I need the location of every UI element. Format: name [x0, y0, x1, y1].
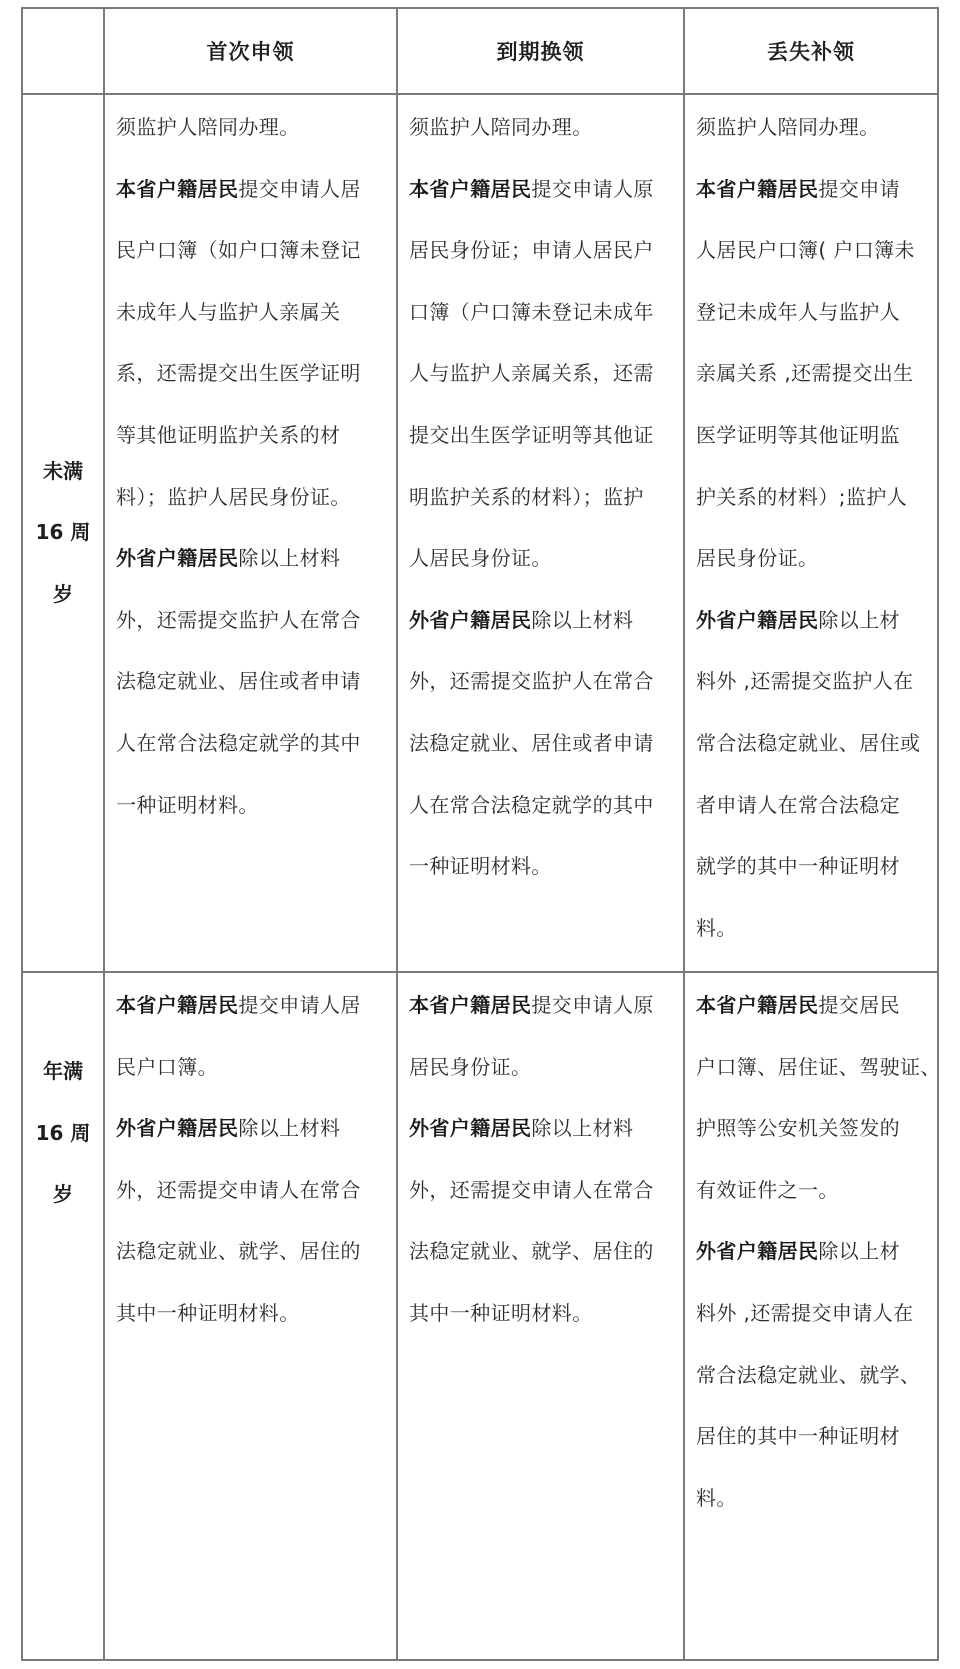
text-line	[696, 775, 937, 837]
residency-category-label: 本省户籍居民	[409, 993, 532, 1017]
text-line	[409, 1283, 683, 1345]
requirement-text: 法稳定就业、就学、居住的	[116, 1239, 361, 1264]
cell-over16-first-application	[105, 973, 396, 1345]
text-line	[116, 97, 396, 159]
text-line	[409, 713, 683, 775]
requirement-text: 系，还需提交出生医学证明	[116, 361, 361, 386]
row-label-line: 岁	[53, 581, 73, 606]
requirement-text: 常合法稳定就业、就学、	[696, 1362, 921, 1387]
cell-over16-loss-replacement	[685, 973, 941, 1529]
text-line	[116, 775, 396, 837]
residency-category-label: 本省户籍居民	[696, 993, 819, 1017]
text-line	[696, 1345, 937, 1407]
requirement-text: 除以上材	[818, 1239, 901, 1264]
text-line	[116, 975, 396, 1037]
text-line	[409, 836, 683, 898]
requirement-text: 人在常合法稳定就学的其中	[116, 730, 361, 755]
requirement-text: 一种证明材料。	[116, 792, 259, 817]
requirement-text: 护照等公安机关签发的	[696, 1116, 900, 1141]
text-line	[696, 1283, 937, 1345]
text-line	[409, 1160, 683, 1222]
text-line	[696, 975, 937, 1037]
requirement-text: 外，还需提交申请人在常合	[116, 1177, 361, 1202]
requirement-text: 法稳定就业、就学、居住的	[409, 1239, 654, 1264]
text-line	[409, 1098, 683, 1160]
requirement-text: 人在常合法稳定就学的其中	[409, 792, 654, 817]
text-line	[409, 975, 683, 1037]
requirement-text: 料。	[696, 1485, 737, 1510]
text-line	[409, 528, 683, 590]
requirement-text: 法稳定就业、居住或者申请	[116, 669, 361, 694]
text-line	[409, 282, 683, 344]
text-line	[409, 220, 683, 282]
requirement-text: 外，还需提交申请人在常合	[409, 1177, 654, 1202]
text-line	[696, 405, 937, 467]
requirement-text: 提交出生医学证明等其他证	[409, 422, 654, 447]
text-line	[696, 1160, 937, 1222]
text-line	[696, 282, 937, 344]
text-line	[409, 467, 683, 529]
requirement-text: 料。	[696, 915, 737, 940]
requirements-table	[21, 7, 939, 1661]
text-line	[409, 97, 683, 159]
requirement-text: 民户口簿。	[116, 1054, 218, 1079]
requirement-text: 护关系的材料）;监护人	[696, 484, 908, 509]
text-line	[116, 405, 396, 467]
residency-category-label: 外省户籍居民	[696, 607, 819, 632]
text-line	[696, 528, 937, 590]
text-line	[696, 651, 937, 713]
text-line	[116, 1221, 396, 1283]
requirement-text: 提交居民	[818, 993, 901, 1017]
text-line	[116, 220, 396, 282]
requirement-text: 亲属关系 ,还需提交出生	[696, 361, 914, 386]
text-line	[696, 1037, 941, 1099]
text-line	[409, 651, 683, 713]
residency-category-label: 本省户籍居民	[116, 993, 239, 1017]
residency-category-label: 外省户籍居民	[409, 607, 532, 632]
requirement-text: 居民身份证。	[696, 546, 819, 571]
text-line	[696, 590, 937, 652]
row-label-line: 未满	[43, 458, 83, 483]
requirement-text: 登记未成年人与监护人	[696, 299, 900, 324]
text-line	[116, 713, 396, 775]
text-line	[116, 528, 396, 590]
header-expiry-renewal: 到期换领	[496, 40, 585, 64]
requirement-text: 提交申请	[818, 176, 901, 201]
requirement-text: 法稳定就业、居住或者申请	[409, 730, 654, 755]
requirement-text: 居住的其中一种证明材	[696, 1424, 900, 1449]
requirement-text: 料外 ,还需提交监护人在	[696, 669, 914, 694]
requirement-text: 居民身份证。	[409, 1054, 532, 1079]
text-line	[696, 713, 937, 775]
text-line	[696, 97, 937, 159]
header-loss-replacement: 丢失补领	[767, 40, 855, 64]
requirement-text: 须监护人陪同办理。	[409, 115, 593, 139]
text-line	[116, 1160, 396, 1222]
text-line	[696, 159, 937, 221]
requirement-text: 就学的其中一种证明材	[696, 854, 900, 879]
requirement-text: 等其他证明监护关系的材	[116, 422, 341, 447]
requirement-text: 提交申请人居	[238, 176, 361, 201]
requirement-text: 料外 ,还需提交申请人在	[696, 1300, 914, 1325]
text-line	[116, 343, 396, 405]
requirement-text: 医学证明等其他证明监	[696, 422, 900, 447]
requirement-text: 一种证明材料。	[409, 854, 552, 879]
requirement-text: 须监护人陪同办理。	[696, 115, 880, 139]
text-line	[696, 343, 937, 405]
text-line	[696, 898, 937, 960]
text-line	[409, 343, 683, 405]
text-line	[116, 467, 396, 529]
requirement-text: 除以上材料	[238, 1116, 341, 1141]
text-line	[116, 1098, 396, 1160]
requirement-text: 明监护关系的材料）；监护	[409, 484, 644, 509]
text-line	[116, 651, 396, 713]
residency-category-label: 本省户籍居民	[696, 176, 819, 201]
row-label-line: 岁	[53, 1182, 73, 1207]
cell-under16-expiry-renewal	[398, 95, 683, 898]
requirement-text: 除以上材料	[531, 607, 634, 632]
row-label-under-16	[23, 95, 103, 971]
requirement-text: 口簿（户口簿未登记未成年	[409, 299, 654, 324]
text-line	[116, 1037, 396, 1099]
text-line	[409, 1037, 683, 1099]
requirement-text: 其中一种证明材料。	[409, 1300, 593, 1325]
requirement-text: 提交申请人原	[531, 176, 654, 201]
row-label-16-and-over	[23, 973, 103, 1249]
requirement-text: 除以上材料	[238, 546, 341, 571]
residency-category-label: 外省户籍居民	[116, 1116, 239, 1141]
residency-category-label: 本省户籍居民	[116, 176, 239, 201]
residency-category-label: 外省户籍居民	[696, 1239, 819, 1264]
text-line	[696, 1468, 937, 1530]
text-line	[696, 1221, 937, 1283]
text-line	[409, 590, 683, 652]
requirement-text: 除以上材料	[531, 1116, 634, 1141]
residency-category-label: 外省户籍居民	[116, 546, 239, 571]
text-line	[116, 282, 396, 344]
requirement-text: 外，还需提交监护人在常合	[116, 607, 361, 632]
requirement-text: 人居民户口簿( 户口簿未	[696, 238, 915, 263]
text-line	[116, 1283, 396, 1345]
text-line	[696, 467, 937, 529]
requirement-text: 外，还需提交监护人在常合	[409, 669, 654, 694]
text-line	[116, 590, 396, 652]
text-line	[409, 775, 683, 837]
requirement-text: 居民身份证；申请人居民户	[409, 238, 654, 263]
text-line	[116, 159, 396, 221]
row-label-line: 16 周	[35, 520, 91, 545]
text-line	[696, 836, 937, 898]
residency-category-label: 本省户籍居民	[409, 176, 532, 201]
row-label-line: 年满	[43, 1059, 83, 1083]
text-line	[696, 220, 937, 282]
cell-under16-loss-replacement	[685, 95, 937, 959]
requirement-text: 有效证件之一。	[696, 1177, 839, 1202]
header-corner-cell	[23, 9, 103, 93]
residency-category-label: 外省户籍居民	[409, 1116, 532, 1141]
requirement-text: 人与监护人亲属关系，还需	[409, 361, 654, 386]
requirement-text: 其中一种证明材料。	[116, 1300, 300, 1325]
requirement-text: 提交申请人居	[238, 993, 361, 1017]
requirement-text: 者申请人在常合法稳定	[696, 792, 900, 817]
requirement-text: 民户口簿（如户口簿未登记	[116, 238, 361, 263]
cell-over16-expiry-renewal	[398, 973, 683, 1345]
requirement-text: 户口簿、居住证、驾驶证、	[696, 1054, 941, 1079]
requirement-text: 除以上材	[818, 607, 901, 632]
text-line	[696, 1406, 937, 1468]
cell-under16-first-application	[105, 95, 396, 836]
requirement-text: 提交申请人原	[531, 993, 654, 1017]
text-line	[696, 1098, 937, 1160]
text-line	[409, 405, 683, 467]
row-label-line: 16 周	[35, 1120, 91, 1145]
text-line	[409, 1221, 683, 1283]
requirement-text: 须监护人陪同办理。	[116, 115, 300, 139]
requirement-text: 人居民身份证。	[409, 546, 552, 571]
requirement-text: 未成年人与监护人亲属关	[116, 299, 341, 324]
text-line	[409, 159, 683, 221]
header-first-application: 首次申领	[206, 40, 295, 64]
requirement-text: 料）；监护人居民身份证。	[116, 484, 351, 509]
requirement-text: 常合法稳定就业、居住或	[696, 730, 921, 755]
